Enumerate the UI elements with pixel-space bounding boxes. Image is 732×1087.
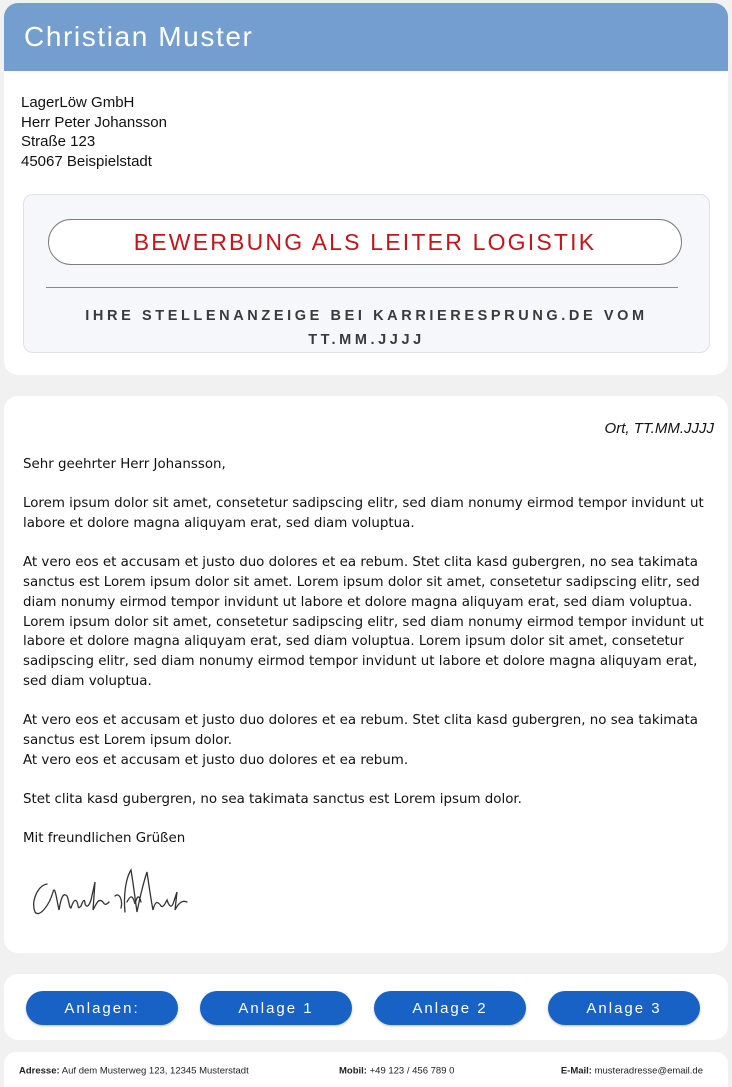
footer-mobile [339,1066,454,1077]
recipient-address [21,93,167,171]
attachment-2-button[interactable]: Anlage 2 [374,991,526,1025]
footer-email-value: musteradresse@email.de [594,1065,703,1077]
paragraph: Lorem ipsum dolor sit amet, consetetur sadipscing elitr, sed diam nonumy eirmod tempor invidunt ut labore et dolore magna aliquyam erat, sed diam voluptua. [23,496,704,532]
job-reference: IHRE STELLENANZEIGE BEI KARRIERESPRUNG.DE VOM TT.MM.JJJJ [85,308,648,348]
paragraph: At vero eos et accusam et justo duo dolores et ea rebum. [23,752,409,768]
footer-address-label: Adresse: [19,1065,60,1077]
footer-address [19,1066,249,1077]
salutation: Sehr geehrter Herr Johansson, [23,457,226,472]
subject-pill [48,219,682,265]
recipient-line: Straße 123 [21,133,96,150]
attachment-3-button[interactable]: Anlage 3 [548,991,700,1025]
footer-mobile-value: +49 123 / 456 789 0 [369,1065,455,1077]
applicant-name: Christian Muster [24,21,254,52]
signature-image [27,862,192,924]
subject-title: BEWERBUNG ALS LEITER LOGISTIK [133,228,597,255]
subject-divider [46,287,678,288]
recipient-line: LagerLöw GmbH [21,94,135,111]
header-card [4,3,728,375]
recipient-line: 45067 Beispielstadt [21,152,152,170]
attachments-label-button[interactable]: Anlagen: [26,991,178,1025]
attachment-1-button[interactable]: Anlage 1 [200,991,352,1025]
header-bar [4,3,728,71]
footer-address-value: Auf dem Musterweg 123, 12345 Musterstadt [61,1065,249,1077]
recipient-line: Herr Peter Johansson [21,113,167,131]
footer-email [561,1066,703,1077]
subject-box [23,194,710,353]
paragraph: At vero eos et accusam et justo duo dolores et ea rebum. Stet clita kasd gubergren, no sea takimata sanctus est Lorem ipsum dolor. [23,713,699,748]
footer-email-label: E-Mail: [560,1065,592,1077]
closing: Mit freundlichen Grüßen [23,831,186,847]
paragraph: At vero eos et accusam et justo duo dolores et ea rebum. Stet clita kasd gubergren, no sea takimata sanctus est Lorem ipsum dolor sit amet. Lorem ipsum dolor sit amet, consetetur sadipscing elitr, sed diam nonumy eirmod tempor invidunt ut labore et dolore magna aliquyam erat, sed diam voluptua. Lorem ipsum dolor sit amet, consetetur sadipscing elitr, sed diam nonumy eirmod tempor invidunt ut labore et dolore magna aliquyam erat, sed diam voluptua. Lorem ipsum dolor sit amet, consetetur sadipscing elitr, sed diam nonumy eirmod tempor invidunt ut labore et dolore magna aliquyam erat, sed diam voluptua. [23,555,704,689]
letter-body [23,455,715,869]
date-line: Ort, TT.MM.JJJJ [604,420,714,437]
paragraph: Stet clita kasd gubergren, no sea takimata sanctus est Lorem ipsum dolor. [23,791,522,807]
footer-mobile-label: Mobil: [339,1065,367,1077]
